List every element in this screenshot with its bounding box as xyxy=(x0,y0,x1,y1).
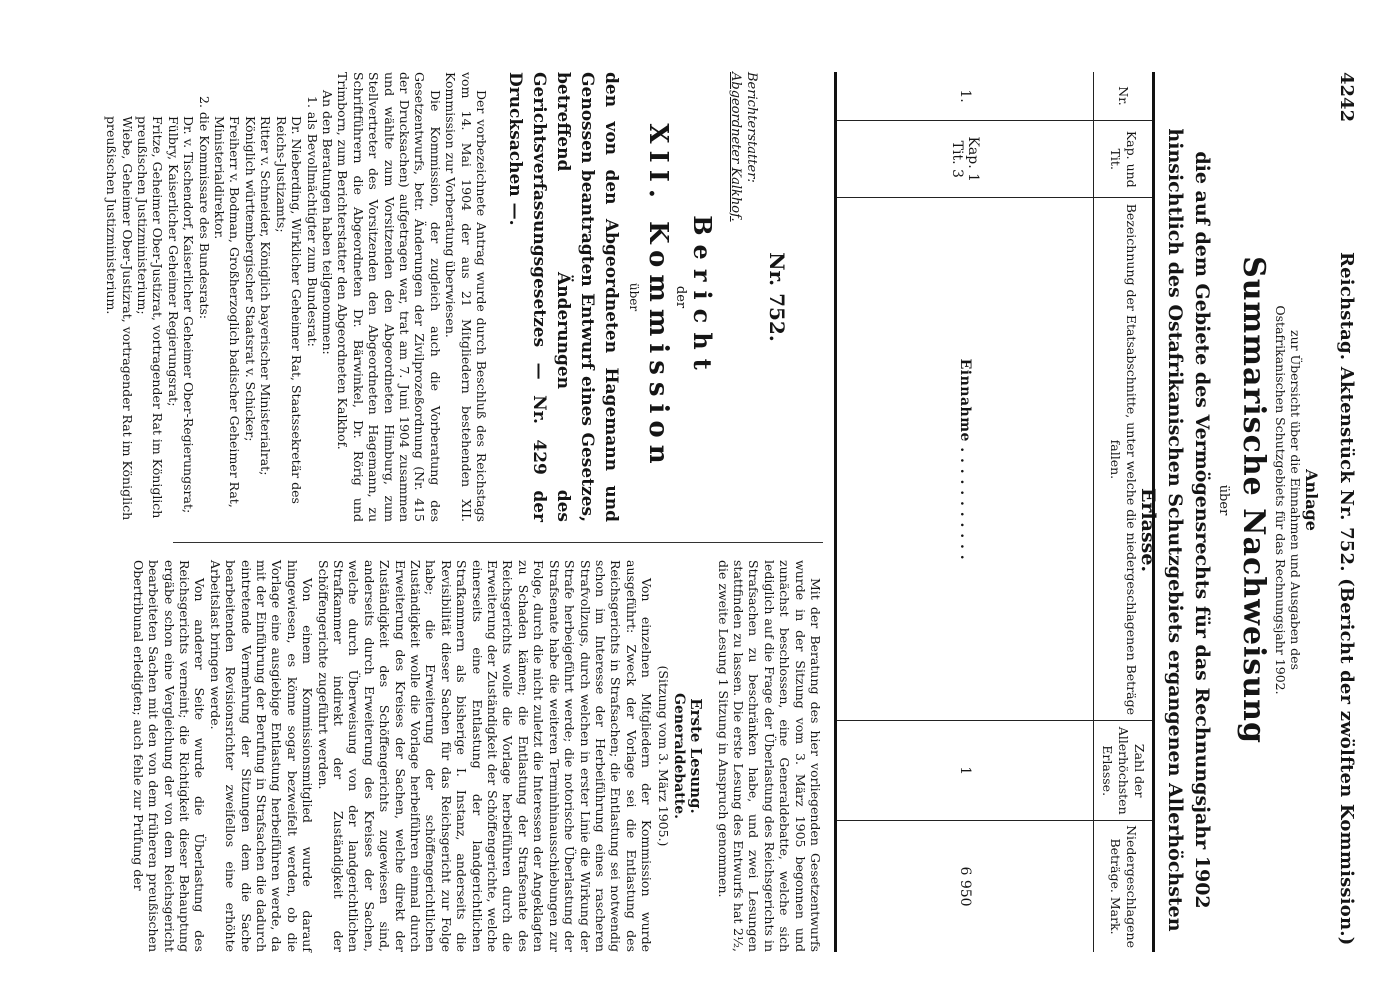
summary-subtitle: die auf dem Gebiete des Vermögensrechts für das Rechnungsjahr 1902 hinsichtlich des Ostafrikanischen Schutzgebiets ergangenen Allerhöchsten Erlasse. xyxy=(1137,128,1213,932)
table-row xyxy=(836,72,1094,952)
participants-list xyxy=(104,72,320,522)
header-kap-tit: Kap. und Tit. xyxy=(1094,121,1154,198)
summary-title: Summarische Nachweisung xyxy=(1236,256,1271,744)
section-title: Erste Lesung. xyxy=(687,698,706,814)
list-item: Freiherr v. Bodman, Großherzoglich badischer Geheimer Rat, Ministerialdirektor. xyxy=(212,116,243,508)
cell-zahl: 1 xyxy=(836,721,1094,821)
kommission-ueber: über xyxy=(627,282,641,312)
report-subject: den von den Abgeordneten Hagemann und Genossen beantragten Entwurf eines Gesetzes, betreffend Änderungen des Gerichtsverfassungsgesetzes — Nr. 429 der Drucksachen —. xyxy=(505,72,621,522)
cell-nr: 1. xyxy=(836,72,1094,121)
paragraph: Von anderer Seite wurde die Überlastung des Reichsgerichts verneint; die Richtigkeit dieser Behauptung ergäbe schon eine Vergleichung der von dem Reichsgericht bearbeiteten Sachen mit den von dem früheren preußischen Obertribunal erledigten; auch fehle zur Prüfung der xyxy=(130,560,208,952)
header-bezeichnung: Bezeichnung der Etatsabschnitte, unter welche die niedergeschlagenen Beträge fallen. xyxy=(1094,198,1154,721)
list-item: 1. als Bevollmächtigter zum Bundesrat: xyxy=(304,96,320,347)
list-item: Fritze, Geheimer Ober-Justizrat, vortragender Rat im Königlich preußischen Justizministerium; xyxy=(135,116,166,519)
anlage-label: Anlage xyxy=(1302,469,1321,531)
report-columns xyxy=(63,72,823,952)
header-nr: Nr. xyxy=(1094,72,1154,121)
paragraph: Von einzelnen Mitgliedern der Kommission wurde ausgeführt: Zweck der Vorlage sei die Entlastung des Reichsgerichts in Strafsachen; die Entlastung sei notwendig schon im Interesse der Herbeiführung eines rascheren Strafvollzugs, durch welchen in erster Linie die Wirkung der Strafe herbeigeführt werde; die notorische Überlastung der Strafsenate habe die weiteren Terminhinausschiebungen zur Folge, durch die nicht zuletzt die Interessen der Angeklagten zu Schaden kämen; die Entlastung der Strafsenate des Reichsgerichts wolle die Vorlage herbeiführen durch die Erweiterung der Zuständigkeit der Schöffengerichte, welche einerseits eine Entlastung der landgerichtlichen Strafkammern als bisherige I. Instanz, anderseits die Revisibilität dieser Sachen für das Reichsgericht zur Folge habe; die Erweiterung der schöffengerichtlichen Zuständigkeit wolle die Vorlage herbeiführen einmal durch Erweiterung des Kreises der Sachen, welche direkt der Zuständigkeit des Schöffengerichts zugewiesen sind, anderseits durch Erweiterung des Kreises der Sachen, welche durch Überweisung von der landgerichtlichen Strafkammer indirekt der Zuständigkeit der Schöffengerichte zugeführt werden. xyxy=(315,560,655,952)
left-column xyxy=(104,72,823,522)
list-item: Wiebe, Geheimer Ober-Justizrat, vortragender Rat im Königlich preußischen Justizministerium. xyxy=(104,116,135,521)
list-item: Ritter v. Schneider, Königlich bayerischer Ministerialrat; xyxy=(258,116,274,476)
right-column xyxy=(130,560,823,952)
list-item: Königlich württembergischer Staatsrat v. Schicker; xyxy=(242,116,258,442)
list-item: Fülbry, Kaiserlicher Geheimer Regierungsrat; xyxy=(165,116,181,407)
running-header xyxy=(1329,72,1357,960)
table-header-row xyxy=(1094,72,1154,952)
section-date: (Sitzung vom 3. März 1905.) xyxy=(656,665,672,847)
paragraph: An den Beratungen haben teilgenommen: xyxy=(319,90,335,355)
summary-table xyxy=(834,72,1155,952)
section-subtitle: Generaldebatte. xyxy=(671,693,688,819)
cell-betrag: 6 950 xyxy=(836,821,1094,952)
cell-kap-tit: Kap. 1 Tit. 3 xyxy=(836,121,1094,198)
paragraph: Von einem Kommissionsmitglied wurde darauf hingewiesen, es könne sogar bezweifelt werden, ob die Vorlage eine ausgiebige Entlastung herbeiführen werde, da mit der Einführung der Berufung in Strafsachen die dadurch eintretende Vermehrung der Sitzungen dem die Sache bearbeitenden Revisionsrichter zweifellos eine erhöhte Arbeitslast bringen werde. xyxy=(207,560,316,952)
header-betraege: Niedergeschlagene Beträge. Mark. xyxy=(1094,821,1154,952)
list-item: Dr. v. Tischendorf, Kaiserlicher Geheimer Ober-Regierungsrat; xyxy=(181,116,197,514)
anlage-text: zur Übersicht über die Einnahmen und Ausgaben des Ostafrikanischen Schutzgebiets für das Rechnungsjahr 1902. xyxy=(1273,305,1303,695)
bericht-heading: Bericht xyxy=(688,215,717,379)
cell-bezeichnung: Einnahme . . . . . . . . . . . xyxy=(836,198,1094,721)
kommission-heading: XII. Kommission xyxy=(643,123,673,471)
berichterstatter-name: Abgeordneter Kalkhof. xyxy=(728,72,743,222)
paragraph: Mit der Beratung des hier vorliegenden Gesetzentwurfs wurde in der Sitzung vom 3. März 1905 begonnen und zunächst beschlossen, eine Generaldebatte, welche sich lediglich auf die Frage der Überlastung des Reichsgerichts in Strafsachen zu beschränken habe, und zwei Lesungen stattfinden zu lassen. Die erste Lesung des Entwurfs hat 2½, die zweite Lesung 1 Sitzung in Anspruch genommen. xyxy=(715,560,823,952)
paragraph: Die Kommission, der zugleich auch die Vorberatung des Gesetzentwurfs, betr. Änderungen der Zivilprozeßordnung (Nr. 415 der Drucksachen) aufgetragen war, trat am 7. Juni 1904 zusammen und wählte zum Vorsitzenden den Abgeordneten Himburg, zum Stellvertreter des Vorsitzenden den Abgeordneten Hagemann, zu Schriftführern die Abgeordneten Dr. Bärwinkel, Dr. Rörig und Trimborn, zum Berichterstatter den Abgeordneten Kalkhof. xyxy=(335,72,443,522)
list-item: 2. die Kommissare des Bundesrats: xyxy=(196,96,212,320)
page-number: 4242 xyxy=(1336,72,1357,123)
summary-ueber: über xyxy=(1216,484,1231,516)
column-divider xyxy=(173,542,823,543)
header-zahl: Zahl der Allerhöchsten Erlasse. xyxy=(1094,721,1154,821)
list-item: Dr. Nieberding, Wirklicher Geheimer Rat, Staatssekretär des Reichs-Justizamts; xyxy=(273,116,305,504)
running-title: Reichstag. Aktenstück Nr. 752. (Bericht der zwölften Kommission.) xyxy=(1336,252,1357,946)
der-word: der xyxy=(673,285,688,309)
paragraph: Der vorbezeichnete Antrag wurde durch Beschluß des Reichstags vom 14. Mai 1904 der aus 21 Mitgliedern bestehenden XII. Kommission zur Vorberatung überwiesen. xyxy=(443,72,489,522)
berichterstatter-label: Berichterstatter: xyxy=(744,72,759,183)
document-number: Nr. 752. xyxy=(765,252,789,342)
